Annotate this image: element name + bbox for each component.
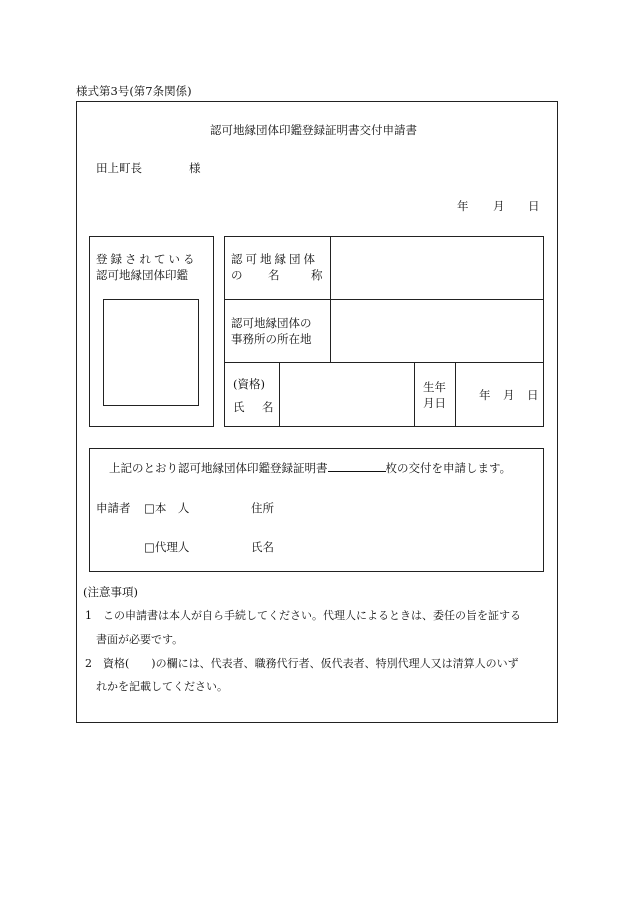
group-name-field[interactable] — [332, 238, 542, 298]
note-1-line1: 1 この申請書は本人が自ら手続してください。代理人によるときは、委任の旨を証する — [85, 609, 521, 622]
applicant-address-label: 住所 — [251, 501, 274, 515]
seal-imprint-area[interactable] — [103, 299, 199, 406]
date-day-label: 日 — [528, 199, 540, 213]
note-1-line2: 書面が必要です。 — [96, 633, 184, 646]
dob-day-label: 日 — [527, 388, 539, 402]
dob-month-label: 月 — [503, 388, 515, 402]
self-checkbox-option[interactable]: □本 人 — [144, 501, 190, 515]
applicant-label: 申請者 — [96, 501, 131, 515]
person-name-label-shi: 氏 — [233, 400, 245, 414]
addressee: 田上町長 — [96, 161, 142, 175]
qualification-label: (資格) — [233, 377, 265, 391]
form-number: 様式第3号(第7条関係) — [76, 84, 192, 98]
office-address-label-line2: 事務所の所在地 — [231, 332, 312, 346]
applicant-name-label: 氏名 — [251, 540, 274, 554]
dob-label-line1: 生年 — [423, 380, 446, 394]
table-rule — [224, 362, 544, 363]
table-rule — [279, 362, 280, 427]
table-rule — [414, 362, 415, 427]
table-rule — [455, 362, 456, 427]
person-name-field[interactable] — [281, 364, 413, 426]
office-address-label-line1: 認可地縁団体の — [231, 316, 312, 330]
group-name-label-mei: 名 — [268, 268, 280, 282]
request-text-after: 枚の交付を申請します。 — [385, 461, 512, 475]
date-month-label: 月 — [493, 199, 505, 213]
dob-year-label: 年 — [479, 388, 491, 402]
group-name-label-no: の — [231, 268, 243, 282]
honorific: 様 — [189, 161, 201, 175]
office-address-field[interactable] — [332, 301, 542, 361]
request-text-before: 上記のとおり認可地縁団体印鑑登録証明書 — [109, 461, 328, 475]
group-name-label-sho: 称 — [311, 268, 323, 282]
request-statement — [109, 460, 511, 476]
group-name-label-line1: 認可地縁団体 — [231, 252, 318, 266]
date-year-label: 年 — [457, 199, 469, 213]
form-title: 認可地縁団体印鑑登録証明書交付申請書 — [210, 123, 417, 137]
seal-label-line2: 認可地縁団体印鑑 — [96, 268, 188, 282]
proxy-checkbox-option[interactable]: □代理人 — [144, 540, 190, 554]
copies-field[interactable] — [328, 460, 386, 472]
dob-label-line2: 月日 — [423, 396, 446, 410]
note-2-line1: 2 資格( )の欄には、代表者、職務代行者、仮代表者、特別代理人又は清算人のいず — [85, 657, 519, 670]
table-rule — [224, 299, 544, 300]
notes-heading: (注意事項) — [83, 585, 138, 599]
person-name-label-mei: 名 — [262, 400, 274, 414]
note-2-line2: れかを記載してください。 — [96, 680, 228, 693]
seal-label-line1: 登録されている — [96, 252, 198, 266]
table-rule — [330, 236, 331, 362]
